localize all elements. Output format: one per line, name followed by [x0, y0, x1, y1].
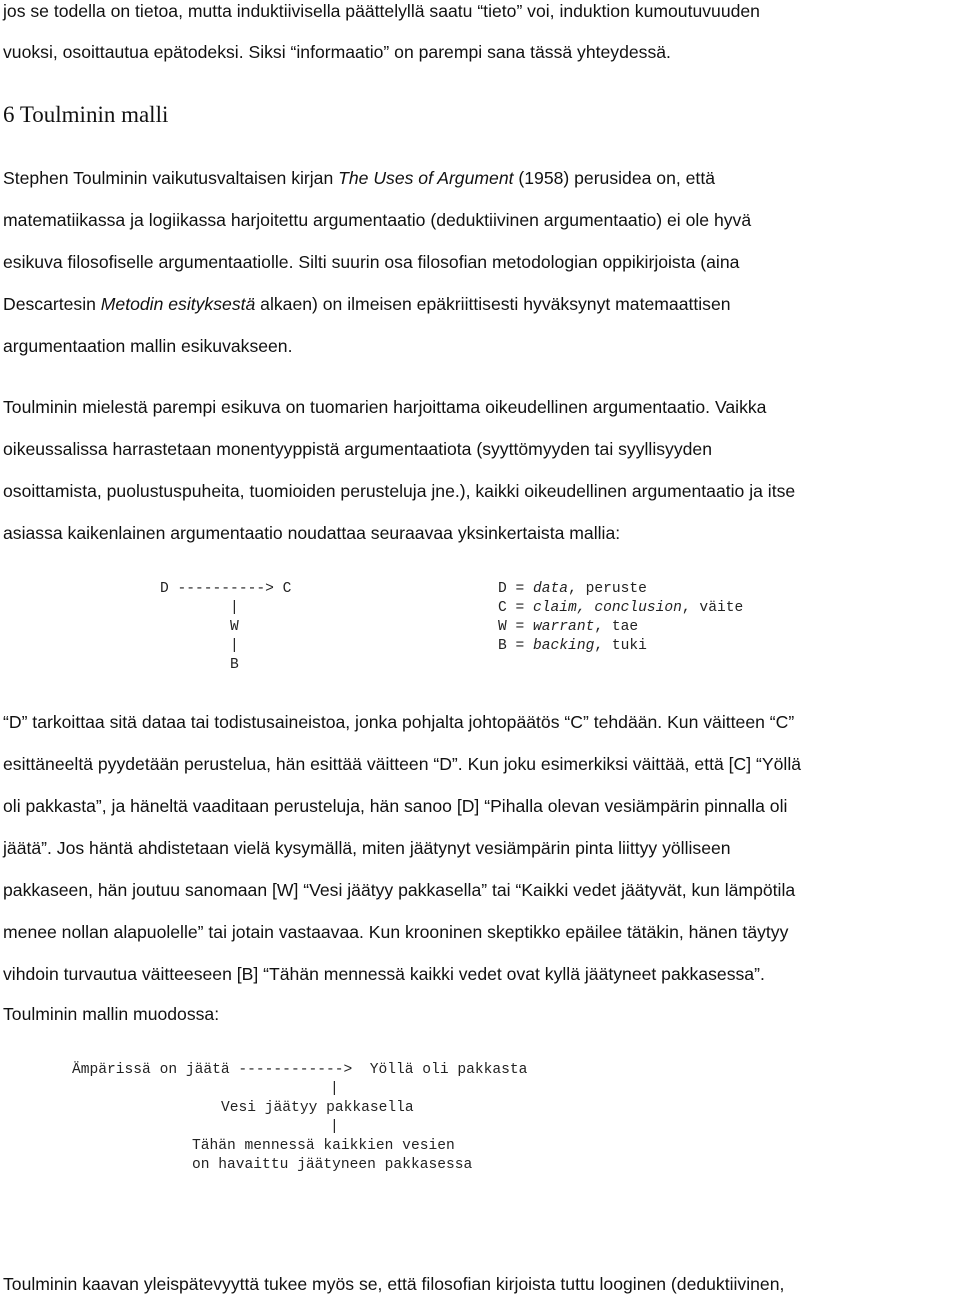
para1-text: alkaen) on ilmeisen epäkriittisesti hyväksynyt matemaattisen	[255, 294, 731, 314]
legend-key: B =	[498, 638, 534, 654]
legend-gloss: , tuki	[594, 638, 647, 654]
diagram2-connector: |	[330, 1119, 339, 1135]
legend-item	[498, 618, 638, 637]
diagram1-arrow-row: D ----------> C	[160, 581, 292, 597]
diagram1-warrant: W	[230, 619, 239, 635]
legend-term: backing	[533, 638, 595, 654]
para3-line-6: menee nollan alapuolelle” tai jotain vastaavaa. Kun krooninen skeptikko epäilee tätäkin, hänen täytyy	[3, 922, 789, 942]
para3-line-1: “D” tarkoittaa sitä dataa tai todistusaineistoa, jonka pohjalta johtopäätös “C” tehdään. Kun väitteen “C”	[3, 712, 795, 732]
legend-gloss: , peruste	[568, 581, 647, 597]
legend-term: warrant	[533, 619, 595, 635]
diagram1-backing: B	[230, 657, 239, 673]
para1-text: Descartesin	[3, 294, 101, 314]
legend-gloss: , tae	[594, 619, 639, 635]
legend-term: claim, conclusion	[533, 600, 682, 616]
para1-line-5: argumentaation mallin esikuvakseen.	[3, 336, 293, 356]
diagram1-connector: |	[230, 600, 239, 616]
legend-gloss: , väite	[681, 600, 744, 616]
legend-key: D =	[498, 581, 534, 597]
para1-line-2: matematiikassa ja logiikassa harjoitettu argumentaatio (deduktiivinen argumentaatio) ei ole hyvä	[3, 210, 752, 230]
footer-line-1: Toulminin kaavan yleispätevyyttä tukee myös se, että filosofian kirjoista tuttu looginen (deduktiivinen,	[3, 1274, 785, 1294]
para3-line-2: esittäneeltä pyydetään perustelua, hän esittää väitteen “D”. Kun joku esimerkiksi väittää, että [C] “Yöllä	[3, 754, 802, 774]
legend-item	[498, 637, 647, 656]
para2-line-4: asiassa kaikenlainen argumentaatio noudattaa seuraavaa yksinkertaista mallia:	[3, 523, 621, 543]
intro-line-1: jos se todella on tietoa, mutta induktiivisella päättelyllä saatu “tieto” voi, induktion kumoutuvuuden	[3, 1, 760, 21]
para1-text: Stephen Toulminin vaikutusvaltaisen kirjan	[3, 168, 339, 188]
legend-item	[498, 599, 743, 618]
legend-key: C =	[498, 600, 534, 616]
para2-line-1: Toulminin mielestä parempi esikuva on tuomarien harjoittama oikeudellinen argumentaatio. Vaikka	[3, 397, 767, 417]
legend-item	[498, 580, 647, 599]
para3-line-7: vihdoin turvautua väitteeseen [B] “Tähän mennessä kaikki vedet ovat kyllä jäätyneet pakkasessa”.	[3, 964, 765, 984]
legend-term: data	[533, 581, 569, 597]
para2-line-3: osoittamista, puolustuspuheita, tuomioiden perusteluja jne.), kaikki oikeudellinen argumentaatio ja itse	[3, 481, 796, 501]
para1-line-1	[3, 167, 715, 189]
para1-line-3: esikuva filosofiselle argumentaatiolle. Silti suurin osa filosofian metodologian oppikirjoista (aina	[3, 252, 740, 272]
diagram2-arrow-row: Ämpärissä on jäätä ------------> Yöllä oli pakkasta	[72, 1062, 528, 1078]
para1-text: (1958) perusidea on, että	[513, 168, 715, 188]
legend-key: W =	[498, 619, 534, 635]
diagram2-backing-line-2: on havaittu jäätyneen pakkasessa	[192, 1157, 473, 1173]
para3-line-3: oli pakkasta”, ja häneltä vaaditaan perusteluja, hän sanoo [D] “Pihalla olevan vesiämpärin pinnalla oli	[3, 796, 788, 816]
para1-line-4	[3, 293, 731, 315]
para3-line-5: pakkaseen, hän joutuu sanomaan [W] “Vesi jäätyy pakkasella” tai “Kaikki vedet jäätyvät, kun lämpötila	[3, 880, 796, 900]
diagram2-warrant: Vesi jäätyy pakkasella	[221, 1100, 414, 1116]
book-title: Metodin esityksestä	[100, 294, 256, 314]
book-title: The Uses of Argument	[338, 168, 514, 188]
para3-line-4: jäätä”. Jos häntä ahdistetaan vielä kysymällä, miten jäätynyt vesiämpärin pinta liittyy yölliseen	[3, 838, 731, 858]
diagram2-backing-line-1: Tähän mennessä kaikkien vesien	[192, 1138, 455, 1154]
diagram1-connector: |	[230, 638, 239, 654]
para2-line-2: oikeussalissa harrastetaan monentyyppistä argumentaatiota (syyttömyyden tai syyllisyyden	[3, 439, 712, 459]
intro-line-2: vuoksi, osoittautua epätodeksi. Siksi “informaatio” on parempi sana tässä yhteydessä.	[3, 42, 671, 62]
para3-line-8: Toulminin mallin muodossa:	[3, 1004, 220, 1024]
section-heading: 6 Toulminin malli	[3, 102, 169, 127]
diagram2-connector: |	[330, 1081, 339, 1097]
